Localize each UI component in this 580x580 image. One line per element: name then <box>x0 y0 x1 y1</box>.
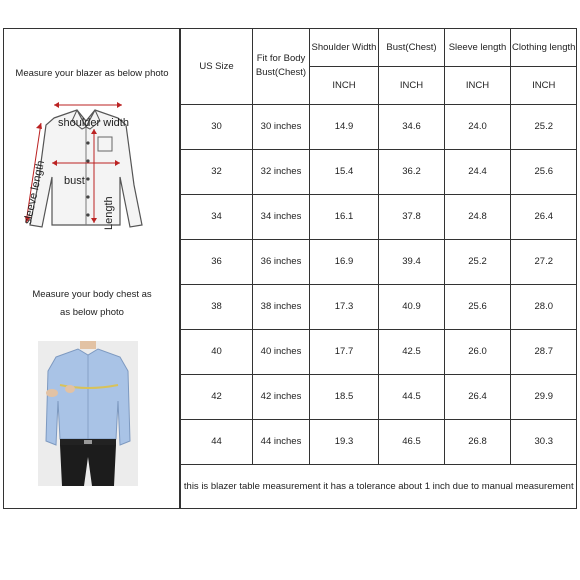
cell-length: 27.2 <box>511 239 577 284</box>
size-chart <box>3 28 577 509</box>
cell-length: 26.4 <box>511 194 577 239</box>
cell-bust: 40.9 <box>379 284 445 329</box>
cell-fit: 30 inches <box>253 104 310 149</box>
cell-shoulder: 15.4 <box>310 149 379 194</box>
cell-shoulder: 16.9 <box>310 239 379 284</box>
header-us-size: US Size <box>181 29 253 104</box>
cell-sleeve: 24.8 <box>445 194 511 239</box>
size-table <box>180 29 577 508</box>
cell-bust: 37.8 <box>379 194 445 239</box>
cell-size: 38 <box>181 284 253 329</box>
header-sleeve-length: Sleeve length <box>445 29 511 66</box>
measurement-guide-panel <box>4 29 180 508</box>
length-label: Length <box>103 196 115 230</box>
cell-size: 32 <box>181 149 253 194</box>
tolerance-note: this is blazer table measurement it has a tolerance about 1 inch due to manual measurement <box>181 464 577 508</box>
cell-length: 25.2 <box>511 104 577 149</box>
cell-fit: 44 inches <box>253 419 310 464</box>
header-bust: Bust(Chest) <box>379 29 445 66</box>
cell-shoulder: 18.5 <box>310 374 379 419</box>
cell-size: 44 <box>181 419 253 464</box>
table-row <box>181 149 577 194</box>
cell-fit: 32 inches <box>253 149 310 194</box>
cell-shoulder: 16.1 <box>310 194 379 239</box>
cell-size: 36 <box>181 239 253 284</box>
cell-fit: 34 inches <box>253 194 310 239</box>
header-fit-line1: Fit for Body <box>256 53 306 65</box>
table-row <box>181 374 577 419</box>
shoulder-width-label: shoulder width <box>58 117 129 129</box>
bust-label: bust <box>64 175 85 187</box>
header-shoulder-width: Shoulder Width <box>310 29 379 66</box>
cell-bust: 46.5 <box>379 419 445 464</box>
cell-fit: 36 inches <box>253 239 310 284</box>
cell-sleeve: 26.0 <box>445 329 511 374</box>
cell-fit: 38 inches <box>253 284 310 329</box>
cell-length: 28.0 <box>511 284 577 329</box>
cell-bust: 34.6 <box>379 104 445 149</box>
cell-length: 30.3 <box>511 419 577 464</box>
cell-length: 29.9 <box>511 374 577 419</box>
cell-size: 40 <box>181 329 253 374</box>
cell-fit: 40 inches <box>253 329 310 374</box>
cell-size: 30 <box>181 104 253 149</box>
cell-sleeve: 26.4 <box>445 374 511 419</box>
header-fit-body-bust <box>253 29 310 104</box>
blazer-measure-caption: Measure your blazer as below photo <box>15 68 169 79</box>
person-chest-measure-illustration <box>38 341 138 486</box>
cell-length: 25.6 <box>511 149 577 194</box>
cell-sleeve: 26.8 <box>445 419 511 464</box>
cell-length: 28.7 <box>511 329 577 374</box>
unit-clothing: INCH <box>511 66 577 104</box>
sleeve-length-label: sleeve length <box>21 159 48 226</box>
cell-bust: 39.4 <box>379 239 445 284</box>
table-row <box>181 104 577 149</box>
cell-size: 34 <box>181 194 253 239</box>
cell-shoulder: 19.3 <box>310 419 379 464</box>
cell-fit: 42 inches <box>253 374 310 419</box>
chest-measure-caption-line1: Measure your body chest as <box>32 289 152 300</box>
chest-measure-caption-line2: as below photo <box>60 307 124 318</box>
table-row <box>181 194 577 239</box>
cell-sleeve: 25.2 <box>445 239 511 284</box>
cell-shoulder: 17.7 <box>310 329 379 374</box>
header-fit-line2: Bust(Chest) <box>255 67 307 79</box>
table-row <box>181 419 577 464</box>
header-clothing-length: Clothing length <box>511 29 577 66</box>
cell-sleeve: 25.6 <box>445 284 511 329</box>
cell-bust: 36.2 <box>379 149 445 194</box>
unit-sleeve: INCH <box>445 66 511 104</box>
cell-shoulder: 17.3 <box>310 284 379 329</box>
cell-size: 42 <box>181 374 253 419</box>
unit-bust: INCH <box>379 66 445 104</box>
cell-shoulder: 14.9 <box>310 104 379 149</box>
table-row <box>181 239 577 284</box>
cell-sleeve: 24.0 <box>445 104 511 149</box>
table-row <box>181 284 577 329</box>
cell-sleeve: 24.4 <box>445 149 511 194</box>
unit-shoulder: INCH <box>310 66 379 104</box>
cell-bust: 44.5 <box>379 374 445 419</box>
cell-bust: 42.5 <box>379 329 445 374</box>
table-row <box>181 329 577 374</box>
